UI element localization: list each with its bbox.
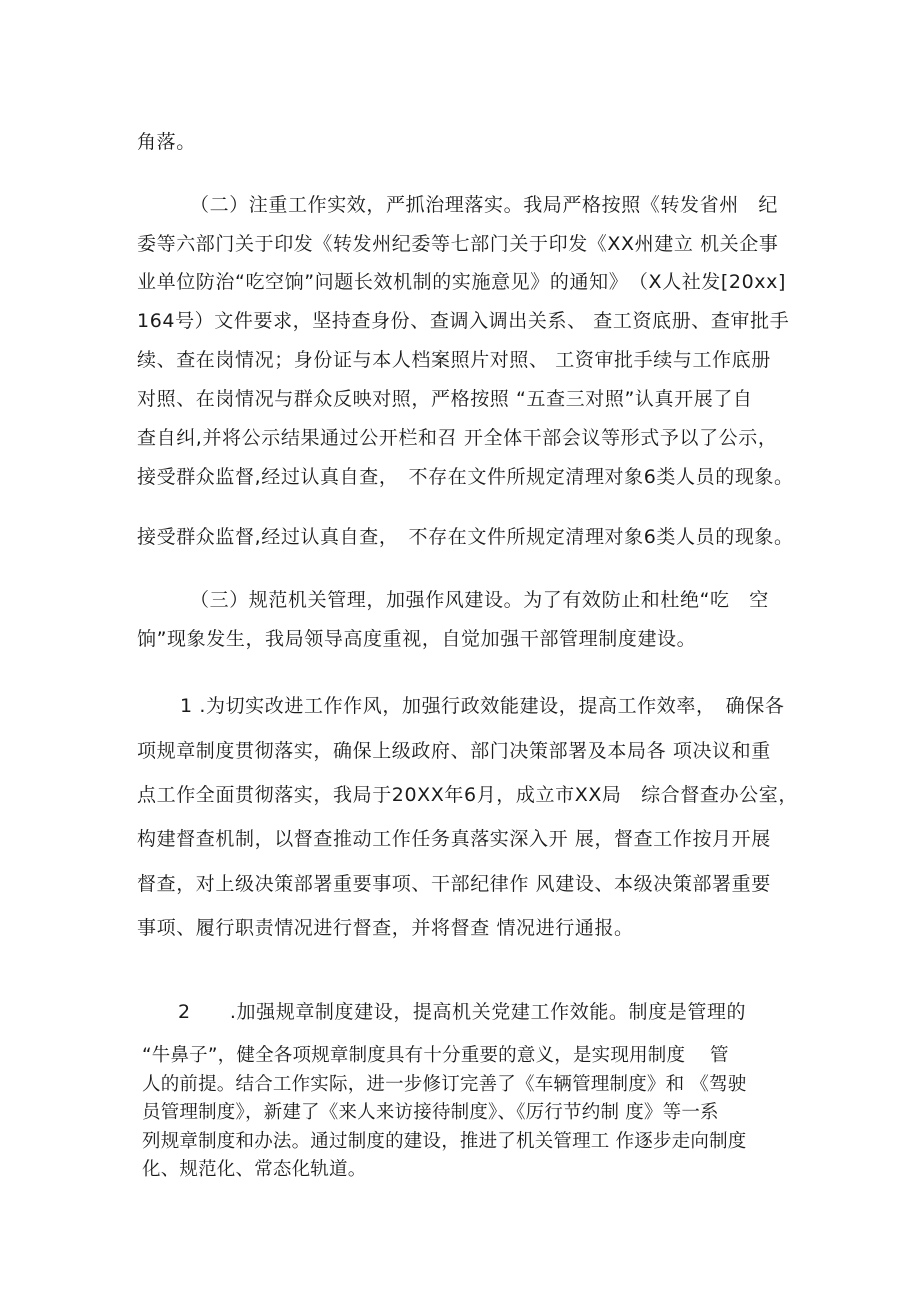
text-line: “牛鼻子”，健全各项规章制度具有十分重要的意义，是实现用制度 管 <box>142 1045 729 1066</box>
text-line: 事项、履行职责情况进行督查，并将督查 情况进行通报。 <box>137 917 634 939</box>
section-2-heading-line: （二）注重工作实效，严抓治理落实。我局严格按照《转发省州 纪 <box>190 194 779 216</box>
text-line: 化、规范化、常态化轨道。 <box>142 1159 367 1180</box>
text-line: 业单位防治“吃空饷”问题长效机制的实施意见》的通知》 （X人社发[20xx] <box>137 271 786 293</box>
text-line: 续、查在岗情况；身份证与本人档案照片对照、 工资审批手续与工作底册 <box>137 349 771 371</box>
item-2-first-line: 2 .加强规章制度建设，提高机关党建工作效能。制度是管理的 <box>178 1001 747 1023</box>
text-line: 委等六部门关于印发《转发州纪委等七部门关于印发《XX州建立 机关企事 <box>137 233 779 255</box>
text-line: 饷”现象发生，我局领导高度重视，自觉加强干部管理制度建设。 <box>137 628 697 650</box>
section-3-heading-line: （三）规范机关管理，加强作风建设。为了有效防止和杜绝“吃 空 <box>190 589 769 611</box>
text-line: 接受群众监督,经过认真自查， 不存在文件所规定清理对象6类人员的现象。 <box>137 466 794 488</box>
text-line: 164号）文件要求，坚持查身份、查调入调出关系、 查工资底册、查审批手 <box>137 310 790 332</box>
text-line: 督查，对上级决策部署重要事项、干部纪律作 风建设、本级决策部署重要 <box>137 873 771 895</box>
text-line: 接受群众监督,经过认真自查， 不存在文件所规定清理对象6类人员的现象。 <box>137 526 794 548</box>
text-line: 列规章制度和办法。通过制度的建设，推进了机关管理工 作逐步走向制度 <box>142 1131 747 1152</box>
text-line: 员管理制度》，新建了《来人来访接待制度》、《厉行节约制 度》等一系 <box>142 1102 719 1123</box>
text-line: 角落。 <box>137 131 196 153</box>
text-line: 构建督查机制，以督查推动工作任务真落实深入开 展，督查工作按月开展 <box>137 828 771 850</box>
item-1-first-line: 1 .为切实改进工作作风，加强行政效能建设，提高工作效率， 确保各 <box>180 695 785 717</box>
text-line: 人的前提。结合工作实际，进一步修订完善了《车辆管理制度》和 《驾驶 <box>142 1074 747 1095</box>
text-line: 点工作全面贯彻落实，我局于20XX年6月，成立市XX局 综合督查办公室， <box>137 784 798 806</box>
text-line: 查自纠,并将公示结果通过公开栏和召 开全体干部会议等形式予以了公示， <box>137 427 778 449</box>
text-line: 对照、在岗情况与群众反映对照，严格按照 “五查三对照”认真开展了自 <box>137 388 753 410</box>
text-line: 项规章制度贯彻落实，确保上级政府、部门决策部署及本局各 项决议和重 <box>137 740 771 762</box>
